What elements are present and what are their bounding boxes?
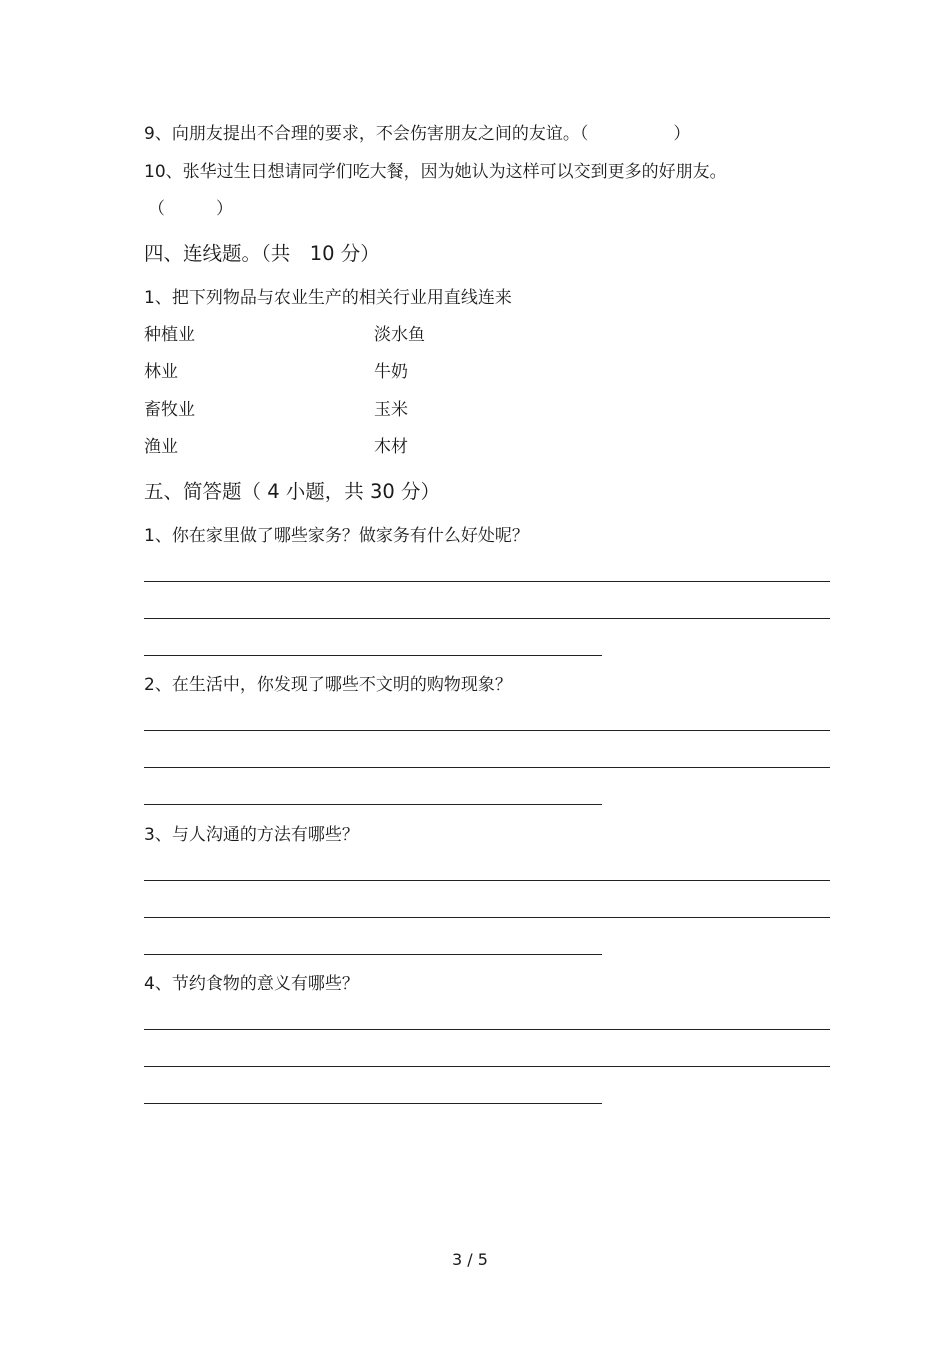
short-answer-question-1: 1、你在家里做了哪些家务？做家务有什么好处呢？: [144, 526, 529, 546]
section-heading-short-answer: 五、简答题（ 4 小题，共 30 分）: [144, 480, 441, 503]
answer-line: [144, 804, 602, 805]
answer-line: [144, 1066, 830, 1067]
answer-line: [144, 655, 602, 656]
answer-line: [144, 618, 830, 619]
matching-right-item: 淡水鱼: [374, 325, 425, 345]
answer-line: [144, 581, 830, 582]
answer-line: [144, 917, 830, 918]
matching-left-item: 畜牧业: [144, 400, 195, 420]
answer-line: [144, 880, 830, 881]
section-heading-matching: 四、连线题。（共 10 分）: [144, 242, 380, 265]
answer-line: [144, 767, 830, 768]
judgment-question-9: 9、向朋友提出不合理的要求，不会伤害朋友之间的友谊。（ ）: [144, 124, 691, 144]
short-answer-question-3: 3、与人沟通的方法有哪些？: [144, 825, 359, 845]
judgment-question-10: 10、张华过生日想请同学们吃大餐，因为她认为这样可以交到更多的好朋友。: [144, 162, 727, 182]
answer-line: [144, 954, 602, 955]
matching-left-item: 渔业: [144, 437, 178, 457]
answer-line: [144, 730, 830, 731]
answer-parentheses: （ ）: [148, 199, 233, 219]
matching-right-item: 玉米: [374, 400, 408, 420]
matching-left-item: 种植业: [144, 325, 195, 345]
answer-line: [144, 1029, 830, 1030]
answer-line: [144, 1103, 602, 1104]
matching-instruction: 1、把下列物品与农业生产的相关行业用直线连来: [144, 288, 512, 308]
matching-right-item: 牛奶: [374, 362, 408, 382]
short-answer-question-4: 4、节约食物的意义有哪些？: [144, 974, 359, 994]
matching-left-item: 林业: [144, 362, 178, 382]
matching-right-item: 木材: [374, 437, 408, 457]
page-number: 3 / 5: [452, 1250, 488, 1269]
short-answer-question-2: 2、在生活中，你发现了哪些不文明的购物现象？: [144, 675, 512, 695]
